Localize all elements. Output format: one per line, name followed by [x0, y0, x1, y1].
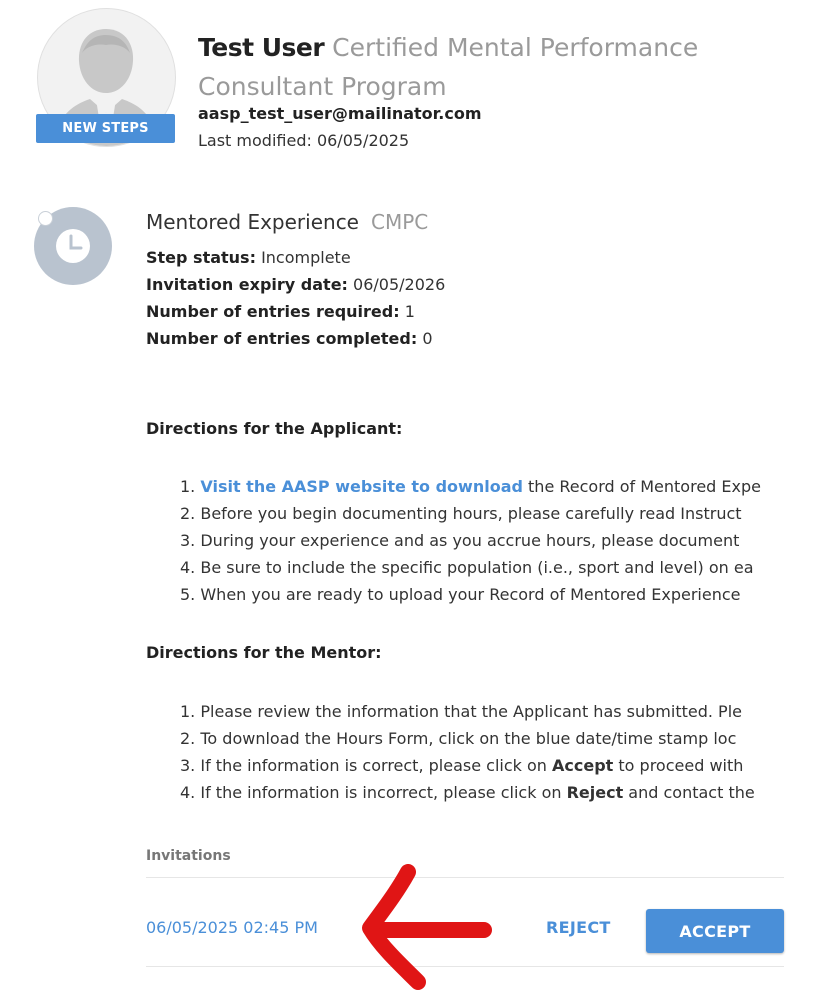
status-dot	[38, 211, 53, 226]
list-item	[146, 779, 784, 806]
reject-keyword: Reject	[566, 783, 624, 802]
program-name: Certified Mental Performance Consultant Program	[198, 33, 699, 101]
step-status-row	[146, 248, 351, 267]
user-name: Test User	[198, 33, 325, 62]
invitation-date-link[interactable]: 06/05/2025 02:45 PM	[146, 918, 318, 937]
entries-completed-row	[146, 329, 433, 348]
list-item: 3. During your experience and as you accrue hours, please document	[180, 531, 740, 550]
applicant-directions-list	[146, 473, 784, 608]
accept-keyword: Accept	[552, 756, 614, 775]
list-item-text: the Record of Mentored Expe	[522, 477, 761, 496]
new-steps-badge[interactable]: NEW STEPS	[36, 114, 175, 143]
list-item: 2. To download the Hours Form, click on the blue date/time stamp loc	[180, 729, 737, 748]
field-value: 1	[399, 302, 415, 321]
list-item-text: 4. If the information is incorrect, please click on	[180, 783, 567, 802]
field-value: Incomplete	[255, 248, 351, 267]
list-item-text: 3. If the information is correct, please click on	[180, 756, 552, 775]
mentor-directions-list	[146, 698, 784, 806]
field-label: Invitation expiry date:	[146, 275, 348, 294]
applicant-directions-heading: Directions for the Applicant:	[146, 419, 403, 438]
user-email: aasp_test_user@mailinator.com	[198, 104, 482, 123]
accept-button[interactable]: ACCEPT	[646, 909, 784, 953]
list-item: 4. Be sure to include the specific population (i.e., sport and level) on ea	[180, 558, 754, 577]
aasp-website-link[interactable]: Visit the AASP website to download	[200, 477, 523, 496]
list-item	[146, 752, 784, 779]
list-item: 1. Please review the information that the Applicant has submitted. Ple	[180, 702, 742, 721]
field-value: 06/05/2026	[347, 275, 446, 294]
step-title	[146, 210, 428, 234]
step-name: Mentored Experience	[146, 210, 359, 234]
list-item-text: to proceed with	[613, 756, 744, 775]
mentor-directions-heading: Directions for the Mentor:	[146, 643, 382, 662]
annotation-arrow-icon	[356, 864, 496, 990]
list-item: 5. When you are ready to upload your Record of Mentored Experience	[180, 585, 741, 604]
invitations-label: Invitations	[146, 848, 231, 864]
field-label: Number of entries required:	[146, 302, 400, 321]
field-value: 0	[417, 329, 433, 348]
list-item-text: and contact the	[623, 783, 755, 802]
field-label: Number of entries completed:	[146, 329, 418, 348]
list-item: 2. Before you begin documenting hours, please carefully read Instruct	[180, 504, 742, 523]
last-modified: Last modified: 06/05/2025	[198, 131, 410, 150]
reject-button[interactable]: REJECT	[546, 918, 611, 937]
step-tag: CMPC	[371, 210, 429, 234]
expiry-date-row	[146, 275, 445, 294]
field-label: Step status:	[146, 248, 256, 267]
user-header	[198, 28, 758, 106]
entries-required-row	[146, 302, 415, 321]
list-item: 1. Visit the AASP website to download the Record of Mentored Expe	[180, 477, 761, 496]
